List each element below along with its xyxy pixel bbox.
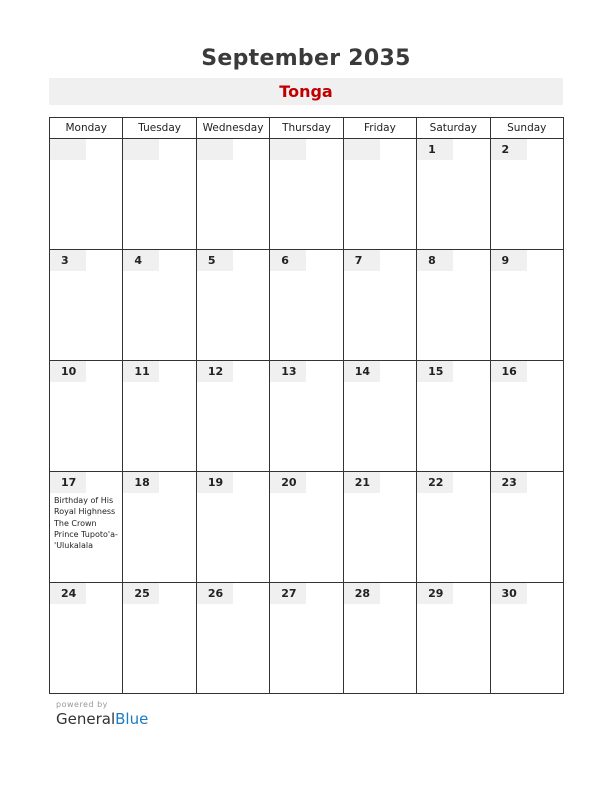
calendar-day-cell xyxy=(343,361,416,472)
day-number: 24 xyxy=(50,583,86,604)
day-number: 13 xyxy=(270,361,306,382)
calendar-day-cell xyxy=(490,472,563,583)
calendar-day-cell xyxy=(123,472,196,583)
empty-day-marker xyxy=(123,139,159,160)
calendar-day-cell xyxy=(270,250,343,361)
day-number: 1 xyxy=(417,139,453,160)
calendar-day-cell xyxy=(270,361,343,472)
calendar-day-cell xyxy=(417,472,490,583)
day-number: 25 xyxy=(123,583,159,604)
day-number: 16 xyxy=(491,361,527,382)
calendar-day-cell xyxy=(490,361,563,472)
footer-branding xyxy=(56,700,148,728)
weekday-tuesday: Tuesday xyxy=(123,118,196,139)
weekday-friday: Friday xyxy=(343,118,416,139)
calendar-day-cell xyxy=(123,250,196,361)
calendar-day-cell xyxy=(123,361,196,472)
country-name: Tonga xyxy=(279,82,333,101)
weekday-header-row xyxy=(50,118,564,139)
calendar-week-row xyxy=(50,361,564,472)
calendar-title: September 2035 xyxy=(201,46,411,71)
calendar-grid xyxy=(49,117,564,694)
day-number: 6 xyxy=(270,250,306,271)
day-number: 12 xyxy=(197,361,233,382)
country-banner xyxy=(49,78,563,105)
day-number: 26 xyxy=(197,583,233,604)
empty-day-marker xyxy=(197,139,233,160)
day-number: 7 xyxy=(344,250,380,271)
day-number: 4 xyxy=(123,250,159,271)
day-number: 18 xyxy=(123,472,159,493)
calendar-day-cell xyxy=(417,139,490,250)
brand-general: General xyxy=(56,710,116,728)
weekday-saturday: Saturday xyxy=(417,118,490,139)
calendar-day-cell xyxy=(123,583,196,694)
day-number: 10 xyxy=(50,361,86,382)
calendar-day-cell xyxy=(490,139,563,250)
calendar-day-cell xyxy=(343,250,416,361)
day-number: 27 xyxy=(270,583,306,604)
day-number: 22 xyxy=(417,472,453,493)
calendar-day-cell xyxy=(196,250,269,361)
weekday-thursday: Thursday xyxy=(270,118,343,139)
powered-by-text: powered by xyxy=(56,700,108,709)
day-number: 20 xyxy=(270,472,306,493)
day-number: 30 xyxy=(491,583,527,604)
calendar-day-cell xyxy=(270,139,343,250)
day-number: 5 xyxy=(197,250,233,271)
day-number: 3 xyxy=(50,250,86,271)
weekday-monday: Monday xyxy=(50,118,123,139)
calendar-day-cell xyxy=(343,139,416,250)
calendar-day-cell xyxy=(50,139,123,250)
empty-day-marker xyxy=(344,139,380,160)
calendar-day-cell xyxy=(196,472,269,583)
day-number: 2 xyxy=(491,139,527,160)
calendar-day-cell xyxy=(50,250,123,361)
calendar-day-cell xyxy=(270,472,343,583)
calendar-day-cell xyxy=(343,583,416,694)
generalblue-logo[interactable] xyxy=(56,710,148,728)
calendar-day-cell xyxy=(196,361,269,472)
calendar-day-cell xyxy=(417,250,490,361)
holiday-label: Birthday of His Royal Highness The Crown Prince Tupoto'a-'Ulukalala xyxy=(54,496,118,551)
day-number: 29 xyxy=(417,583,453,604)
calendar-day-cell xyxy=(196,139,269,250)
calendar-day-cell xyxy=(50,583,123,694)
day-number: 8 xyxy=(417,250,453,271)
brand-blue: Blue xyxy=(115,710,149,728)
day-number: 11 xyxy=(123,361,159,382)
calendar-week-row xyxy=(50,472,564,583)
calendar-day-cell xyxy=(343,472,416,583)
calendar-day-cell xyxy=(417,583,490,694)
calendar-day-cell xyxy=(196,583,269,694)
day-number: 28 xyxy=(344,583,380,604)
calendar-day-cell xyxy=(417,361,490,472)
weekday-wednesday: Wednesday xyxy=(196,118,269,139)
calendar-day-cell xyxy=(50,472,123,583)
day-number: 14 xyxy=(344,361,380,382)
calendar-body xyxy=(50,139,564,694)
day-number: 9 xyxy=(491,250,527,271)
calendar-day-cell xyxy=(490,583,563,694)
calendar-week-row xyxy=(50,583,564,694)
calendar-day-cell xyxy=(50,361,123,472)
calendar-day-cell xyxy=(123,139,196,250)
empty-day-marker xyxy=(270,139,306,160)
day-number: 17 xyxy=(50,472,86,493)
day-number: 15 xyxy=(417,361,453,382)
calendar-week-row xyxy=(50,250,564,361)
empty-day-marker xyxy=(50,139,86,160)
weekday-sunday: Sunday xyxy=(490,118,563,139)
day-number: 23 xyxy=(491,472,527,493)
calendar-day-cell xyxy=(490,250,563,361)
calendar-day-cell xyxy=(270,583,343,694)
day-number: 21 xyxy=(344,472,380,493)
calendar-week-row xyxy=(50,139,564,250)
day-number: 19 xyxy=(197,472,233,493)
